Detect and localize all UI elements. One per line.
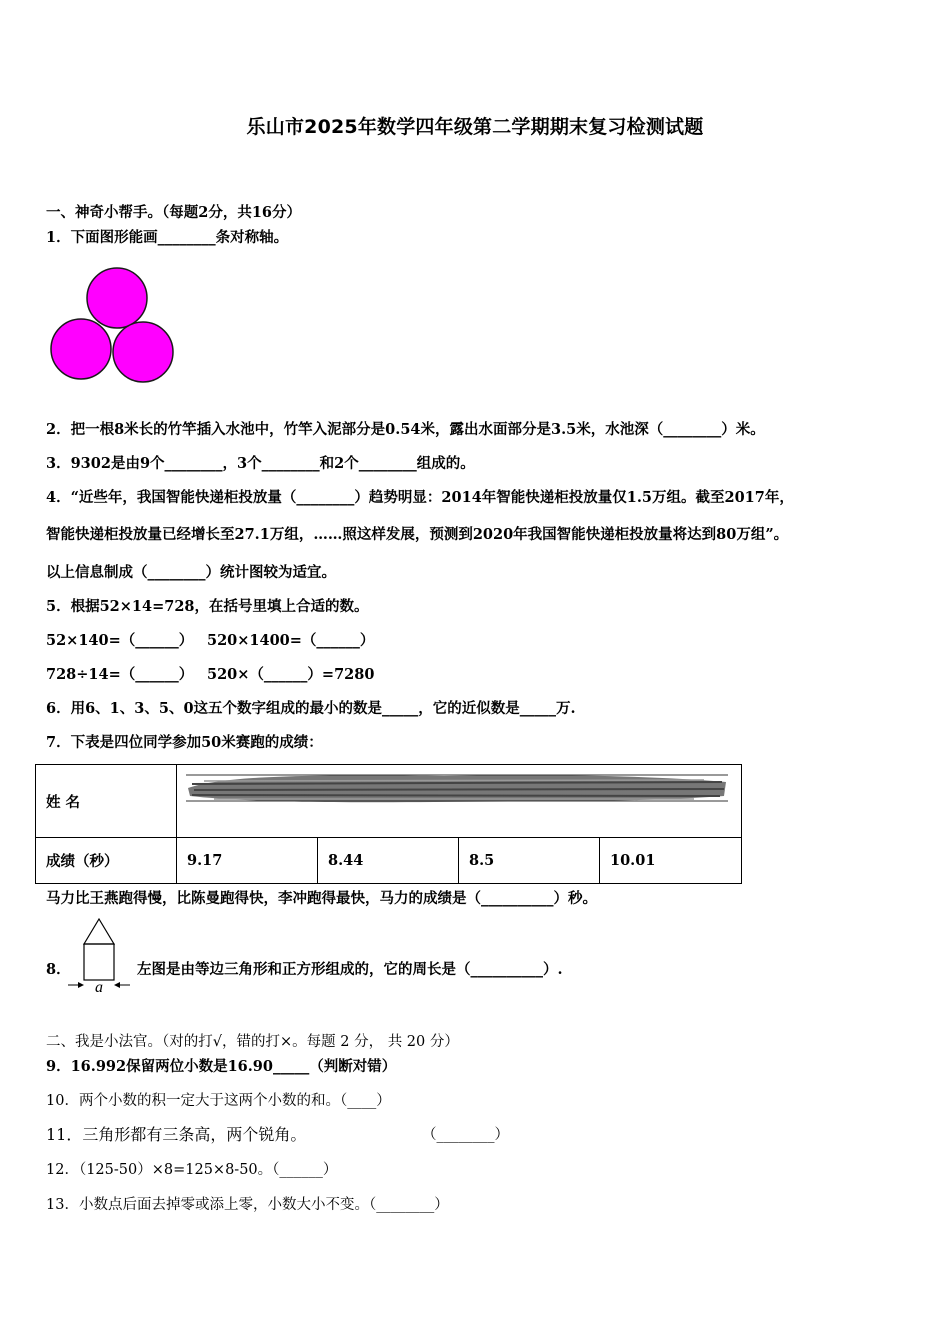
- question-5-d: 520×（______）=7280: [207, 666, 375, 683]
- question-10: 10．两个小数的积一定大于这两个小数的和。（____）: [46, 1093, 391, 1109]
- score-cell: 9.17: [177, 838, 318, 884]
- section2-header: 二、我是小法官。（对的打√，错的打×。每题 2 分， 共 20 分）: [46, 1034, 459, 1050]
- question-4-line2: 智能快递柜投放量已经增长至27.1万组，……照这样发展，预测到2020年我国智能快递柜投放量将达到80万组”。: [46, 526, 789, 543]
- question-1: 1．下面图形能画________条对称轴。: [46, 229, 289, 246]
- name-label-cell: 姓 名: [36, 765, 177, 838]
- question-11: 11．三角形都有三条高，两个锐角。: [46, 1125, 307, 1144]
- score-cell: 8.5: [459, 838, 600, 884]
- score-cell: 8.44: [318, 838, 459, 884]
- circle-right: [113, 322, 173, 382]
- three-circles-figure: [46, 266, 178, 386]
- square: [84, 944, 114, 980]
- question-7: 7．下表是四位同学参加50米赛跑的成绩：: [46, 734, 323, 751]
- question-3: 3．9302是由9个________，3个________和2个________组成的。: [46, 455, 475, 472]
- question-4-line3: 以上信息制成（________）统计图较为适宜。: [46, 564, 336, 581]
- question-5-a: 52×140=（______）: [46, 632, 194, 649]
- question-4-line1: 4．“近些年，我国智能快递柜投放量（________）趋势明显：2014年智能快递柜投放量仅1.5万组。截至2017年，: [46, 489, 794, 506]
- question-13: 13．小数点后面去掉零或添上零，小数大小不变。（________）: [46, 1197, 449, 1213]
- circle-left: [51, 319, 111, 379]
- question-5-c: 728÷14=（______）: [46, 666, 194, 683]
- question-5-b: 520×1400=（______）: [207, 632, 375, 649]
- side-label-a: a: [95, 979, 103, 994]
- question-9: 9．16.992保留两位小数是16.90_____（判断对错）: [46, 1058, 397, 1075]
- question-12: 12．（125-50）×8=125×8-50。（______）: [46, 1162, 338, 1178]
- redaction-scribble: [184, 770, 730, 806]
- circle-top: [87, 268, 147, 328]
- question-5: 5．根据52×14=728，在括号里填上合适的数。: [46, 598, 369, 615]
- question-6: 6．用6、1、3、5、0这五个数字组成的最小的数是_____，它的近似数是_____万.: [46, 700, 576, 717]
- question-2: 2．把一根8米长的竹竿插入水池中，竹竿入泥部分是0.54米，露出水面部分是3.5米，水池深（________）米。: [46, 421, 765, 438]
- triangle-square-figure: [64, 914, 134, 994]
- question-8-number: 8．: [46, 961, 71, 978]
- score-label-cell: 成绩（秒）: [36, 838, 177, 884]
- question-11-blank: （________）: [422, 1127, 509, 1143]
- question-8-text: 左图是由等边三角形和正方形组成的，它的周长是（__________）.: [137, 961, 563, 978]
- section1-header: 一、神奇小帮手。（每题2分，共16分）: [46, 204, 302, 221]
- equilateral-triangle: [84, 919, 114, 944]
- score-cell: 10.01: [600, 838, 742, 884]
- question-7-tail: 马力比王燕跑得慢，比陈曼跑得快，李冲跑得最快，马力的成绩是（__________）秒。: [46, 890, 597, 907]
- table-row: [36, 838, 742, 884]
- page-title: 乐山市2025年数学四年级第二学期期末复习检测试题: [246, 116, 704, 138]
